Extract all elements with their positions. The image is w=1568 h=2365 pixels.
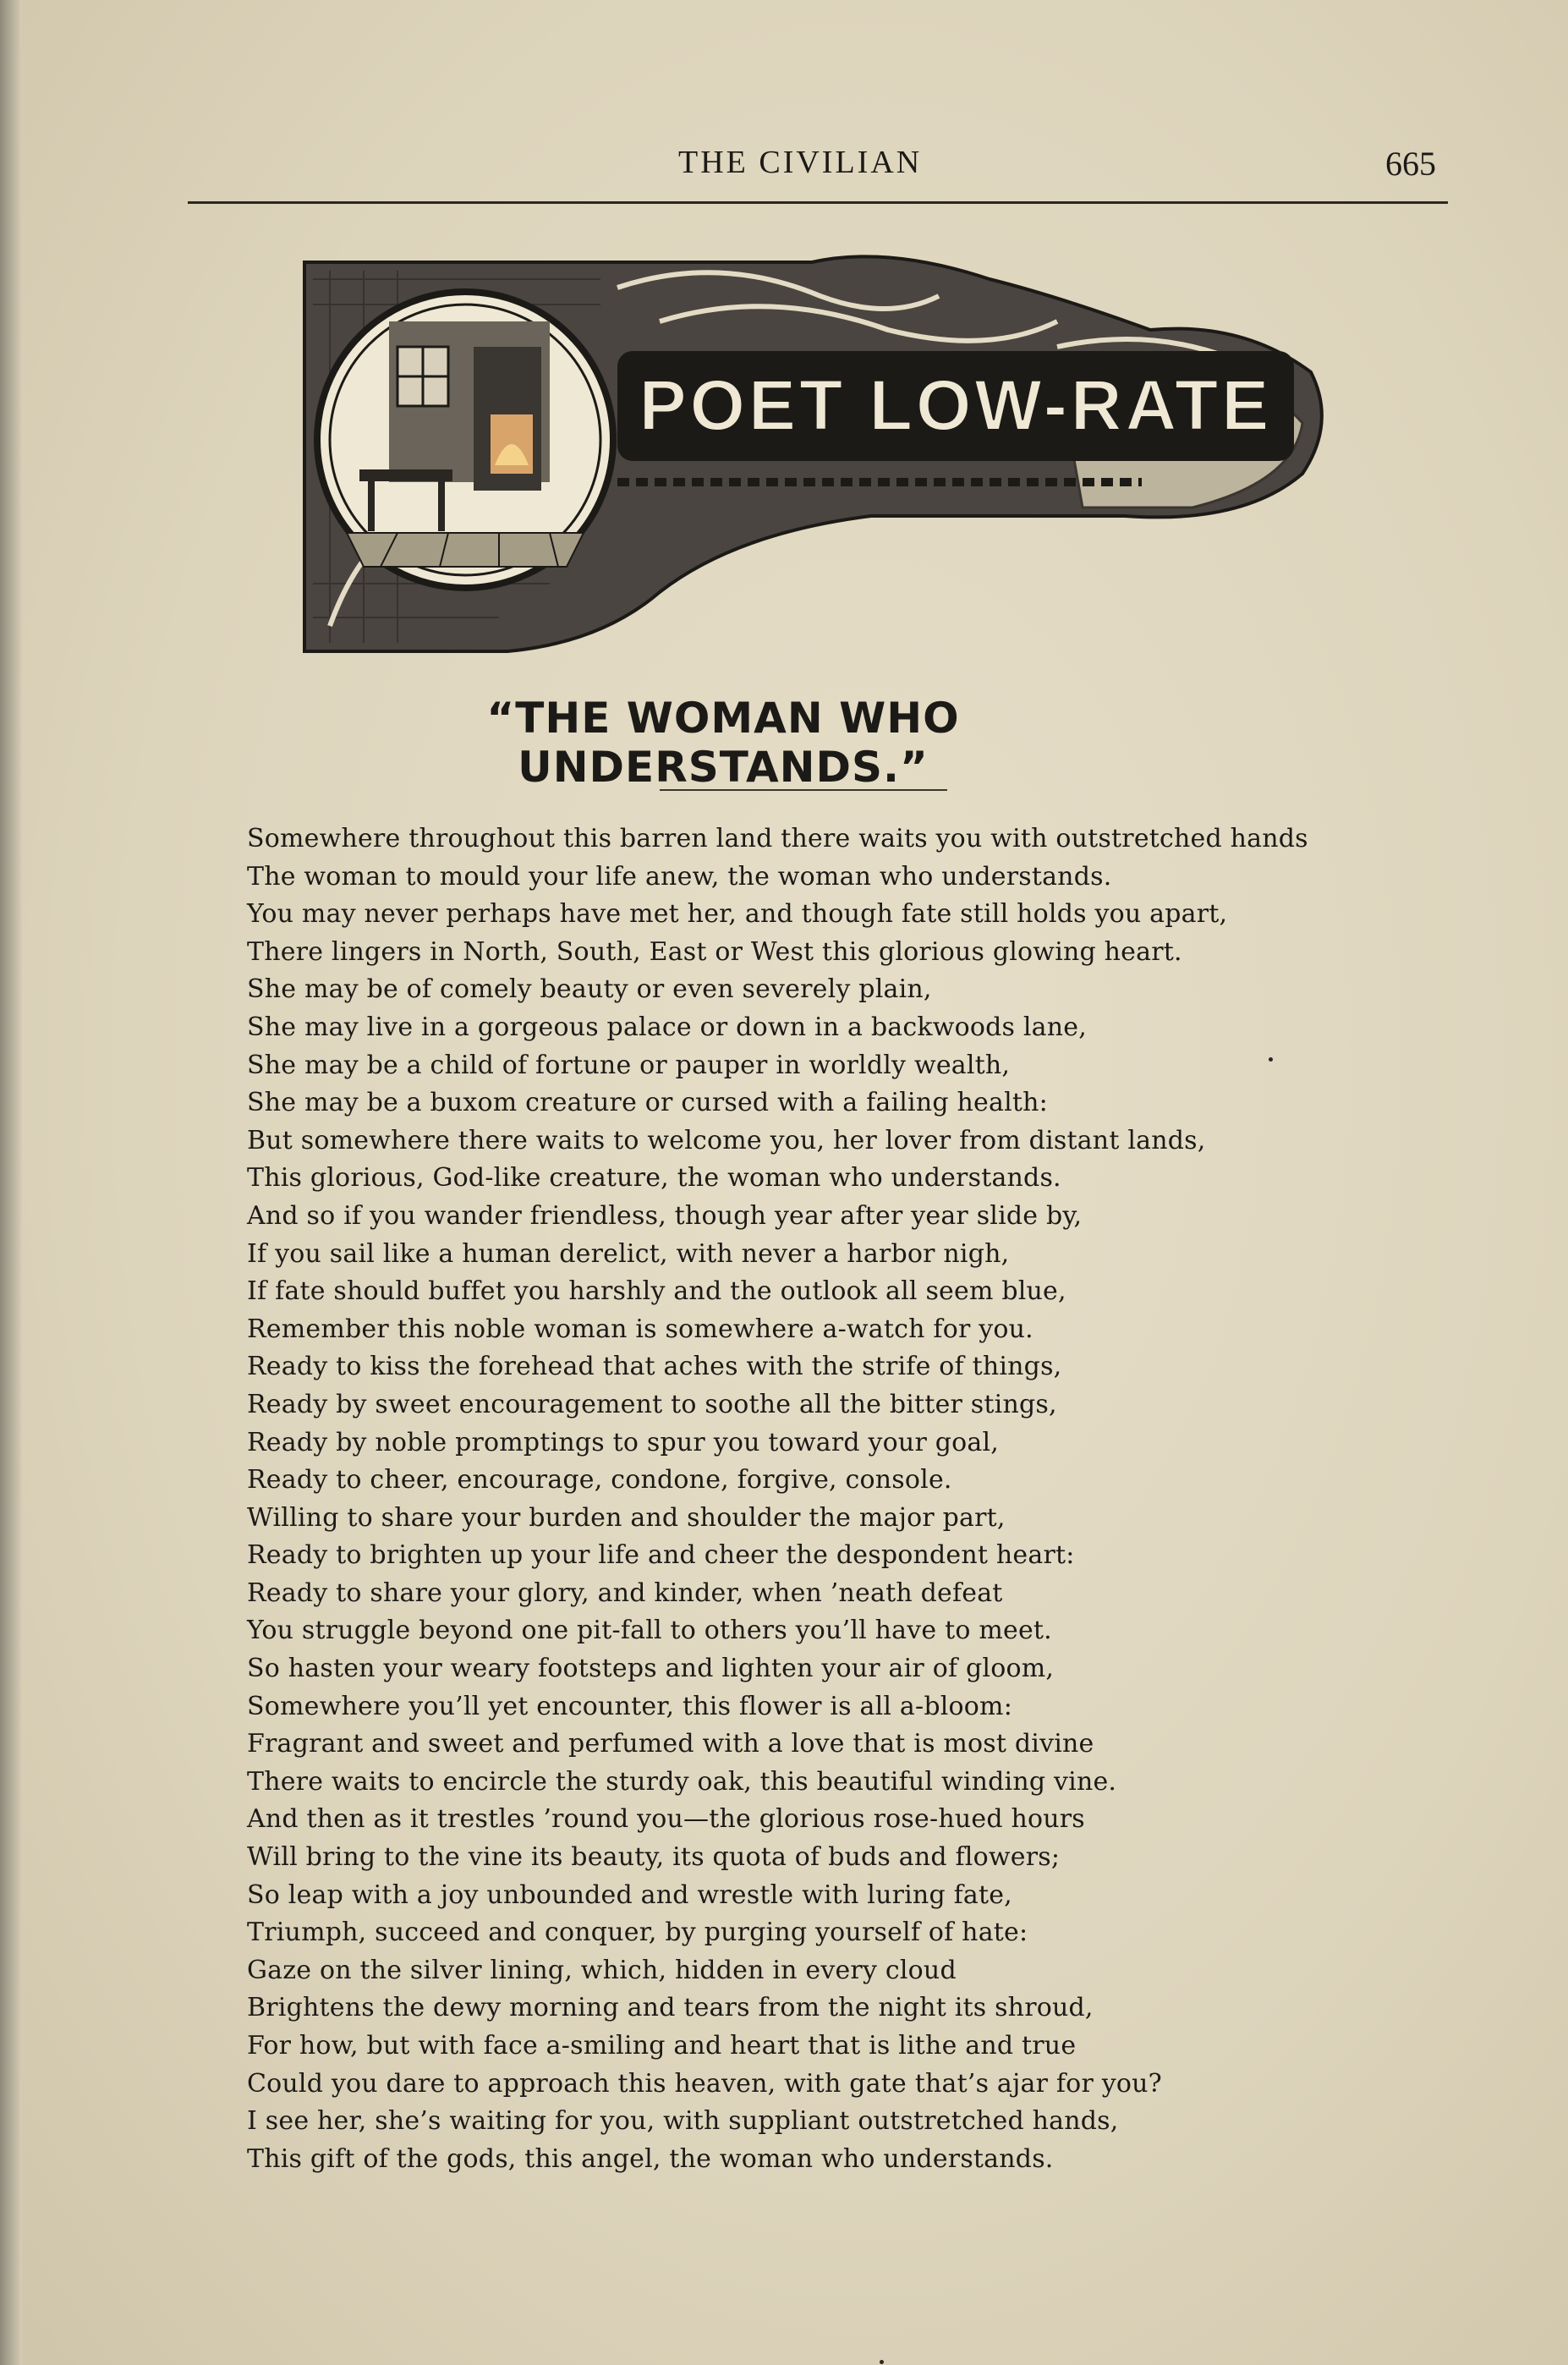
ink-speck xyxy=(880,2360,884,2364)
header-rule xyxy=(188,201,1448,204)
poem-line: But somewhere there waits to welcome you, her lover from distant lands, xyxy=(247,1125,1206,1155)
poem-line: Ready to brighten up your life and cheer the despondent heart: xyxy=(247,1540,1075,1571)
poem-line: And so if you wander friendless, though year after year slide by, xyxy=(247,1200,1083,1231)
poem-line: Ready by noble promptings to spur you toward your goal, xyxy=(247,1427,1000,1457)
ink-speck xyxy=(1269,1057,1273,1062)
poem-line: Somewhere throughout this barren land there waits you with outstretched hands xyxy=(247,824,1308,853)
poem-line: She may be a child of fortune or pauper in worldly wealth, xyxy=(247,1050,1011,1080)
banner-text: POET LOW-RATE xyxy=(639,365,1273,445)
poem-line: So hasten your weary footsteps and lighten your air of gloom, xyxy=(247,1654,1055,1684)
poem-line: Gaze on the silver lining, which, hidden in every cloud xyxy=(247,1955,957,1985)
poem-line: If you sail like a human derelict, with never a harbor nigh, xyxy=(247,1238,1010,1269)
poem-line: Brightens the dewy morning and tears from the night its shroud, xyxy=(247,1993,1094,2023)
poem-line: She may be of comely beauty or even severely plain, xyxy=(247,974,932,1005)
poem-line: Fragrant and sweet and perfumed with a love that is most divine xyxy=(247,1729,1094,1759)
poem-line: There lingers in North, South, East or West this glorious glowing heart. xyxy=(247,936,1182,967)
poem-line: Ready to kiss the forehead that aches with the strife of things, xyxy=(247,1352,1062,1382)
poem-line: You struggle beyond one pit-fall to others you’ll have to meet. xyxy=(247,1616,1052,1646)
poem-line: She may live in a gorgeous palace or down in a backwoods lane, xyxy=(247,1012,1087,1042)
poem-line: This glorious, God-like creature, the woman who understands. xyxy=(247,1163,1061,1193)
poem-line: Will bring to the vine its beauty, its quota of buds and flowers; xyxy=(247,1842,1061,1873)
poem-line: Willing to share your burden and shoulder the major part, xyxy=(247,1502,1006,1533)
poem-line: I see her, she’s waiting for you, with suppliant outstretched hands, xyxy=(247,2106,1119,2137)
title-rule xyxy=(660,789,947,791)
poem-line: There waits to encircle the sturdy oak, this beautiful winding vine. xyxy=(247,1766,1117,1797)
poem-line: Could you dare to approach this heaven, with gate that’s ajar for you? xyxy=(247,2068,1162,2099)
poem-line: Ready to cheer, encourage, condone, forgive, console. xyxy=(247,1465,952,1495)
banner-illustration xyxy=(296,228,1345,677)
poem-line: Somewhere you’ll yet encounter, this flower is all a-bloom: xyxy=(247,1691,1013,1721)
book-gutter xyxy=(0,0,22,2365)
poem-line: And then as it trestles ’round you—the glorious rose-hued hours xyxy=(247,1804,1085,1835)
poem-line: For how, but with face a-smiling and heart that is lithe and true xyxy=(247,2031,1077,2060)
poem-line: Triumph, succeed and conquer, by purging yourself of hate: xyxy=(247,1918,1028,1948)
poem-line: Ready by sweet encouragement to soothe all the bitter stings, xyxy=(247,1389,1057,1419)
running-title: THE CIVILIAN xyxy=(678,145,923,180)
poem-line: So leap with a joy unbounded and wrestle with luring fate, xyxy=(247,1879,1012,1910)
poem-line: Remember this noble woman is somewhere a-watch for you. xyxy=(247,1314,1033,1344)
poem-body xyxy=(247,820,1448,2178)
poem-line: The woman to mould your life anew, the woman who understands. xyxy=(247,861,1112,892)
poem-line: If fate should buffet you harshly and the outlook all seem blue, xyxy=(247,1276,1066,1307)
poem-line: Ready to share your glory, and kinder, when ’neath defeat xyxy=(247,1578,1003,1608)
page-number: 665 xyxy=(1385,145,1436,183)
page-header xyxy=(188,139,1445,206)
poet-banner xyxy=(296,228,1345,677)
poem-line: This gift of the gods, this angel, the woman who understands. xyxy=(247,2143,1054,2174)
poem-line: She may be a buxom creature or cursed with a failing health: xyxy=(247,1088,1048,1118)
poem-line: You may never perhaps have met her, and though fate still holds you apart, xyxy=(247,899,1228,930)
poem-title: “THE WOMAN WHO UNDERSTANDS.” xyxy=(486,694,960,792)
